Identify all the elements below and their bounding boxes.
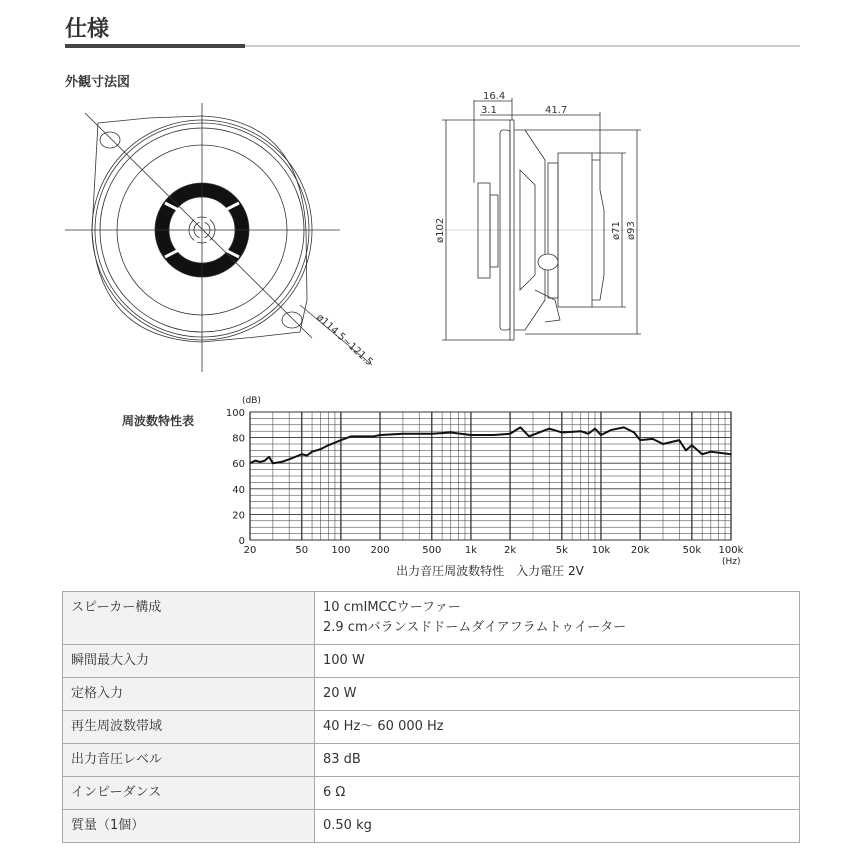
dimensions-heading: 外観寸法図	[65, 75, 131, 90]
y-tick-label: 40	[232, 484, 245, 496]
spec-value	[315, 777, 800, 810]
mount-diameter-label: ø114.5~121.5	[313, 312, 375, 369]
spec-row	[63, 744, 800, 777]
spec-row	[63, 678, 800, 711]
spec-value-line: 2.9 cmバランスドドームダイアフラムトゥイーター	[323, 620, 627, 635]
x-tick-label: 100k	[718, 545, 744, 556]
y-tick-label: 60	[232, 459, 245, 471]
side-view-drawing	[440, 98, 641, 340]
y-tick-label: 80	[232, 433, 245, 445]
dim-3-1: 3.1	[481, 105, 497, 116]
x-tick-label: 50k	[682, 545, 702, 556]
chart-ylabel: (dB)	[242, 396, 261, 406]
spec-key: 出力音圧レベル	[63, 744, 315, 777]
chart-xlabel: (Hz)	[722, 557, 741, 567]
spec-key: 瞬間最大入力	[63, 645, 315, 678]
x-tick-label: 50	[295, 545, 309, 556]
spec-value-line: 0.50 kg	[323, 818, 372, 833]
spec-value-line: 6 Ω	[323, 785, 346, 800]
frequency-response-chart	[226, 408, 744, 556]
spec-value	[315, 744, 800, 777]
x-tick-label: 100	[331, 545, 351, 556]
y-tick-label: 0	[238, 536, 245, 547]
spec-value	[315, 678, 800, 711]
x-tick-label: 20	[243, 545, 257, 556]
x-tick-label: 1k	[464, 545, 478, 556]
spec-key: インピーダンス	[63, 777, 315, 810]
mount-hole-top	[100, 132, 120, 148]
front-view-drawing	[65, 103, 372, 372]
dim-102: ø102	[435, 217, 446, 243]
x-tick-label: 10k	[591, 545, 611, 556]
spec-value	[315, 645, 800, 678]
dim-93: ø93	[626, 221, 637, 240]
spec-value	[315, 711, 800, 744]
x-tick-label: 500	[422, 545, 442, 556]
spec-value-line: 40 Hz～ 60 000 Hz	[323, 719, 444, 734]
spec-row	[63, 711, 800, 744]
dim-41-7: 41.7	[545, 105, 568, 116]
spec-value-line: 100 W	[323, 653, 365, 668]
x-tick-label: 200	[370, 545, 390, 556]
spec-value-line: 20 W	[323, 686, 357, 701]
spec-row	[63, 645, 800, 678]
chart-label: 周波数特性表	[122, 414, 195, 428]
spec-value-line: 10 cmIMCCウーファー	[323, 600, 461, 615]
spec-table	[62, 591, 800, 843]
spec-value-line: 83 dB	[323, 752, 361, 767]
spec-value	[315, 592, 800, 645]
x-tick-label: 5k	[555, 545, 568, 556]
spec-row	[63, 810, 800, 843]
dim-71: ø71	[611, 221, 622, 240]
spec-value	[315, 810, 800, 843]
y-tick-label: 20	[232, 510, 245, 522]
spec-key: 定格入力	[63, 678, 315, 711]
spec-key: 質量（1個）	[63, 810, 315, 843]
page-title: 仕様	[65, 17, 110, 42]
spec-key: 再生周波数帯域	[63, 711, 315, 744]
chart-title: 出力音圧周波数特性 入力電圧 2V	[396, 564, 584, 578]
spec-key: スピーカー構成	[63, 592, 315, 645]
x-tick-label: 20k	[630, 545, 650, 556]
spec-row	[63, 592, 800, 645]
y-tick-label: 100	[225, 408, 245, 419]
spec-row	[63, 777, 800, 810]
dim-16-4: 16.4	[483, 91, 506, 102]
x-tick-label: 2k	[503, 545, 517, 556]
